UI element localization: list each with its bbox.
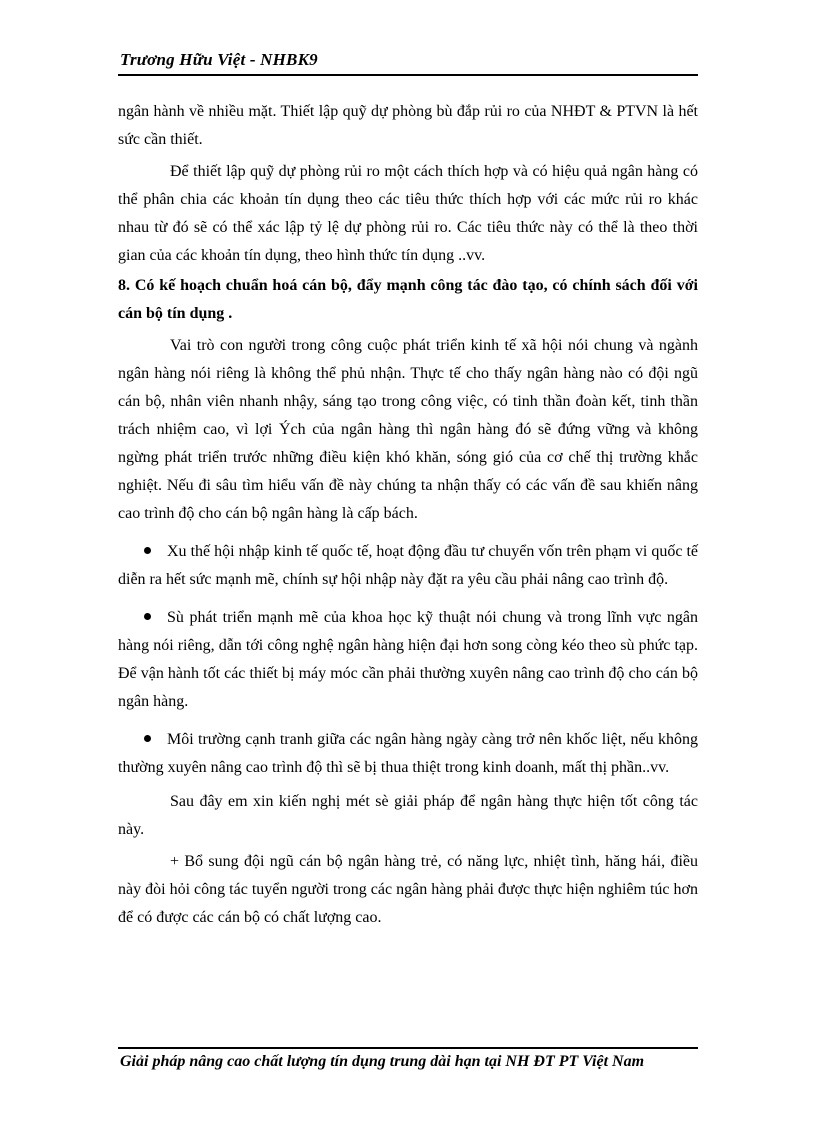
bullet-item-2 [118,604,698,716]
paragraph-1: ngân hành về nhiều mặt. Thiết lập quỹ dự phòng bù đắp rủi ro của NHĐT & PTVN là hết sức cần thiết. [118,103,698,148]
page-header-title: Trương Hữu Việt - NHBK9 [120,50,318,69]
bullet-item-1 [118,538,698,594]
bullet-dot-icon [144,547,151,554]
bullet-text: Sù phát triển mạnh mẽ của khoa học kỹ thuật nói chung và trong lĩnh vực ngân hàng nói riêng, dẫn tới công nghệ ngân hàng hiện đại hơn song còng kéo theo sù phức tạp. Để vận hành tốt các thiết bị máy móc cần phải thường xuyên nâng cao trình độ cho cán bộ ngân hàng. [118,609,698,710]
paragraph-4: Sau đây em xin kiến nghị mét sè giải pháp để ngân hàng thực hiện tốt công tác này. [118,793,698,838]
paragraph-3: Vai trò con người trong công cuộc phát triển kinh tế xã hội nói chung và ngành ngân hàng nói riêng là không thể phủ nhận. Thực tế cho thấy ngân hàng nào có đội ngũ cán bộ, nhân viên nhanh nhậy, sáng tạo trong công việc, có tinh thần đoàn kết, tinh thần trách nhiệm cao, vì lợi Ých của ngân hàng thì ngân hàng đó sẽ đứng vững và không ngừng phát triển trước những điều kiện khó khăn, sóng gió của cơ chế thị trường khắc nghiệt. Nếu đi sâu tìm hiểu vấn đề này chúng ta nhận thấy có các vấn đề sau khiến nâng cao trình độ cho cán bộ ngân hàng là cấp bách. [118,337,698,522]
paragraph-5: + Bổ sung đội ngũ cán bộ ngân hàng trẻ, có năng lực, nhiệt tình, hăng hái, điều này đòi hỏi công tác tuyển người trong các ngân hàng phải được thực hiện nghiêm túc hơn để có được các cán bộ có chất lượng cao. [118,853,698,926]
page-footer-title: Giải pháp nâng cao chất lượng tín dụng trung dài hạn tại NH ĐT PT Việt Nam [120,1053,645,1070]
bullet-dot-icon [144,735,151,742]
section-heading-8: 8. Có kế hoạch chuẩn hoá cán bộ, đẩy mạnh công tác đào tạo, có chính sách đối với cán bộ tín dụng . [118,277,698,322]
paragraph-2: Để thiết lập quỹ dự phòng rủi ro một cách thích hợp và có hiệu quả ngân hàng có thể phân chia các khoản tín dụng theo các tiêu thức thích hợp với các mức rủi ro khác nhau từ đó sẽ có thể xác lập tỷ lệ dự phòng rủi ro. Các tiêu thức này có thể là theo thời gian của các khoản tín dụng, theo hình thức tín dụng ..vv. [118,163,698,264]
bullet-text: Xu thế hội nhập kinh tế quốc tế, hoạt động đầu tư chuyển vốn trên phạm vi quốc tế diễn ra hết sức mạnh mẽ, chính sự hội nhập này đặt ra yêu cầu phải nâng cao trình độ. [118,543,698,588]
bullet-text: Môi trường cạnh tranh giữa các ngân hàng ngày càng trở nên khốc liệt, nếu không thường xuyên nâng cao trình độ thì sẽ bị thua thiệt trong kinh doanh, mất thị phần..vv. [118,731,698,776]
document-body [118,98,698,932]
bullet-item-3 [118,726,698,782]
bullet-dot-icon [144,613,151,620]
header-rule [118,74,698,76]
footer-rule [118,1047,698,1049]
